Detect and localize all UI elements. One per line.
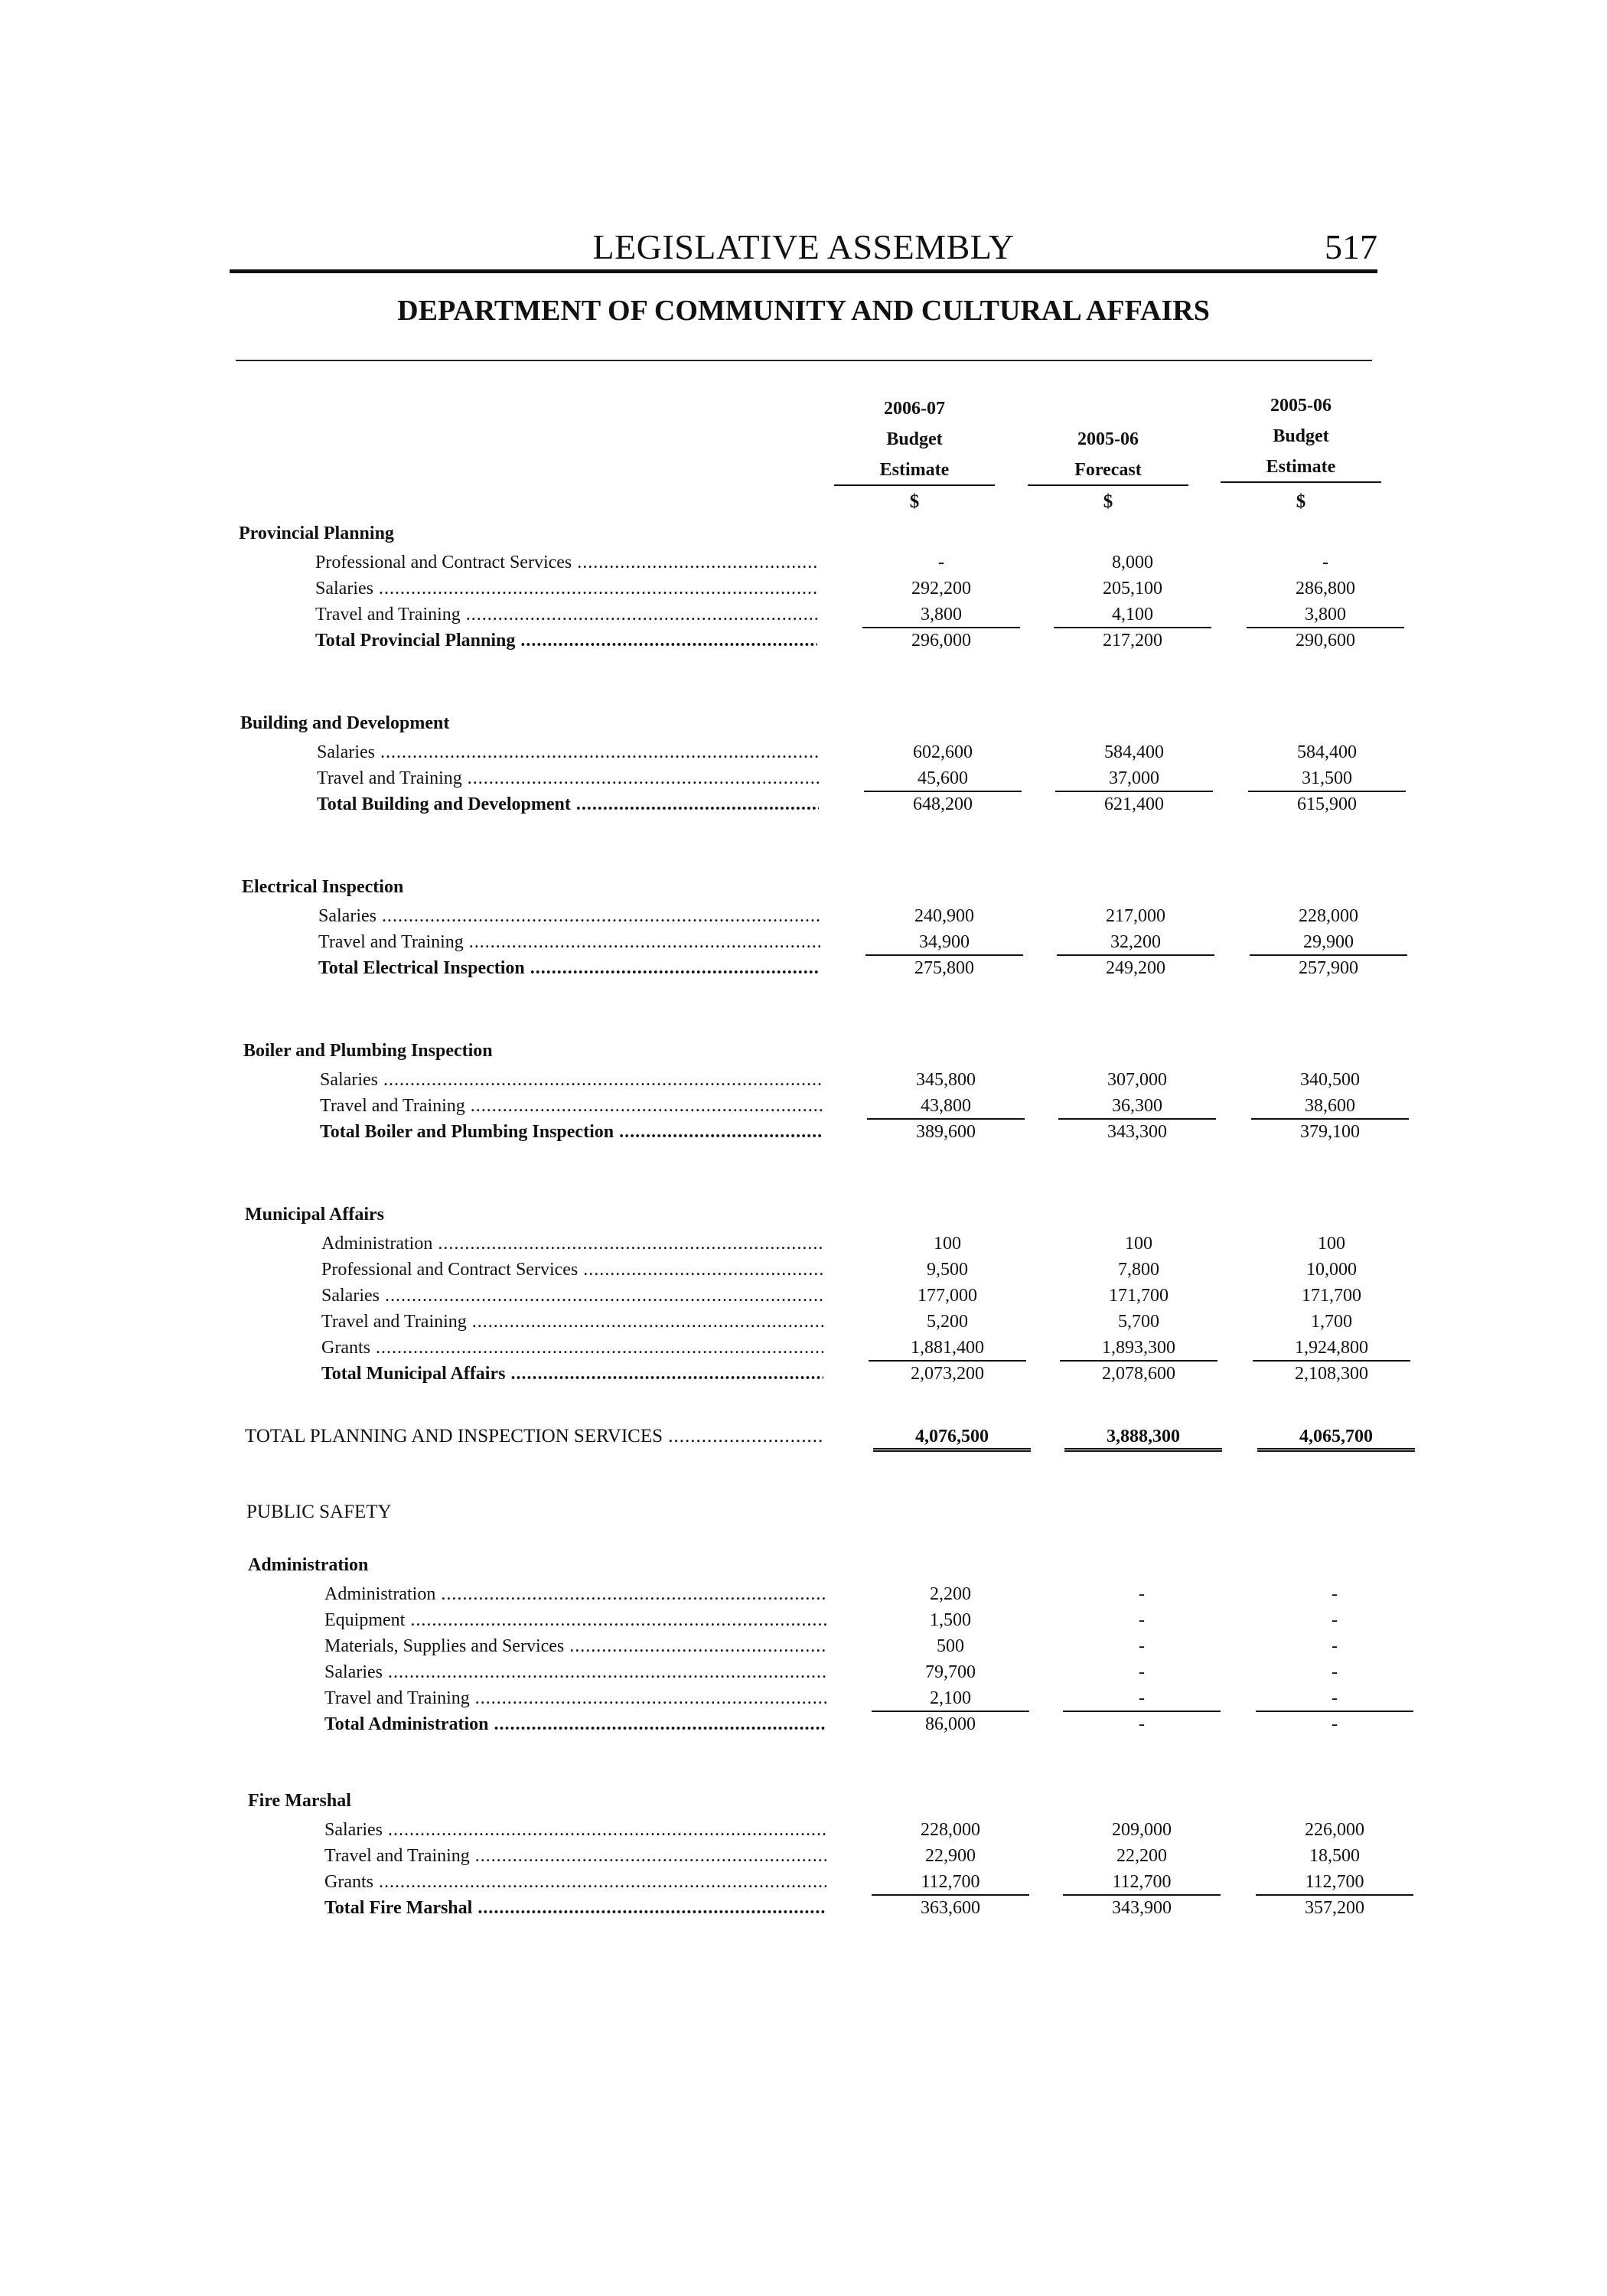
value-text: 615,900 [1297,794,1357,814]
column-header-line: Budget [1273,426,1329,446]
value-cell [1243,765,1411,792]
page-number: 517 [1325,227,1377,266]
value-text: 32,200 [1057,930,1214,956]
value-text: 4,076,500 [873,1425,1031,1452]
value-cell [1054,1361,1223,1387]
value-cell [1048,576,1217,602]
value-text: 18,500 [1309,1846,1360,1866]
value-text: 205,100 [1103,579,1162,598]
value-cell [860,955,1028,981]
value-text: 79,700 [925,1662,976,1682]
table-row [0,602,1607,628]
table-row [0,1309,1607,1335]
value-text: 36,300 [1058,1094,1216,1120]
value-text: 2,100 [872,1686,1029,1712]
value-cell [862,1067,1030,1093]
row-label: Total Boiler and Plumbing Inspection ..... [320,1119,822,1145]
value-text: - [1332,1714,1338,1734]
grand-total-value [1059,1424,1227,1452]
value-text: 1,700 [1311,1312,1352,1332]
value-text: 86,000 [925,1714,976,1734]
value-cell [866,1869,1035,1896]
value-text: 275,800 [914,958,974,978]
value-cell [1247,1231,1416,1257]
value-text: 37,000 [1055,766,1213,792]
value-text: - [1063,1686,1221,1712]
value-text: - [1332,1610,1338,1630]
column-header-line: 2005-06 [1077,429,1139,449]
value-text: 228,000 [1299,906,1358,926]
value-text: 100 [934,1234,961,1254]
value-cell [1244,955,1413,981]
value-cell [1048,602,1217,628]
value-text: 228,000 [921,1820,980,1840]
value-cell [1054,1335,1223,1362]
total-row [0,1895,1607,1921]
row-label: Administration ..... [324,1581,826,1607]
section-title: Electrical Inspection [242,877,404,897]
value-cell [1058,1633,1226,1659]
table-row [0,1817,1607,1843]
table-row [0,1231,1607,1257]
value-text: 249,200 [1106,958,1165,978]
value-cell [857,550,1025,576]
value-text: 3,888,300 [1064,1425,1222,1452]
column-header-line: Estimate [1221,452,1381,483]
value-text: 217,200 [1103,631,1162,651]
value-text: 34,900 [865,930,1023,956]
value-text: 5,700 [1118,1312,1159,1332]
row-label: Travel and Training ..... [321,1309,823,1335]
value-text: - [1139,1610,1145,1630]
table-row [0,1659,1607,1685]
table-row [0,1633,1607,1659]
value-text: 389,600 [916,1122,976,1142]
table-row [0,550,1607,576]
value-text: 22,900 [925,1846,976,1866]
column-header-forecast-2005-06 [1024,393,1192,486]
value-text: 602,600 [913,742,973,762]
value-cell [1247,1361,1416,1387]
row-label: Total Municipal Affairs ..... [321,1361,823,1387]
value-text: 292,200 [911,579,971,598]
table-row [0,1093,1607,1119]
value-text: 3,800 [1247,602,1404,628]
value-cell [1250,1817,1419,1843]
value-text: 7,800 [1118,1260,1159,1280]
row-label: Travel and Training ..... [320,1093,822,1119]
divider [236,360,1372,361]
value-cell [1051,955,1220,981]
value-cell [1050,791,1218,817]
value-text: 584,400 [1104,742,1164,762]
row-label: Total Fire Marshal ..... [324,1895,826,1921]
value-cell [1050,739,1218,765]
value-cell [866,1711,1035,1737]
value-cell [863,1361,1032,1387]
value-text: 2,200 [930,1584,971,1604]
currency-label: $ [1296,491,1306,512]
value-text: - [1139,1584,1145,1604]
value-cell [1058,1843,1226,1869]
value-text: - [1322,553,1328,572]
value-cell [1053,1093,1221,1120]
value-cell [1051,903,1220,929]
table-row [0,903,1607,929]
value-cell [1250,1659,1419,1685]
value-text: 2,078,600 [1102,1364,1175,1384]
row-label: Salaries ..... [320,1067,822,1093]
grand-total-value [1252,1424,1420,1452]
value-text: 112,700 [1063,1870,1221,1896]
value-cell [1241,628,1410,654]
section-title: Municipal Affairs [245,1205,385,1225]
value-cell [862,1119,1030,1145]
value-text: 2,108,300 [1295,1364,1368,1384]
value-cell [1250,1633,1419,1659]
row-label: Salaries ..... [324,1817,826,1843]
value-cell [859,791,1027,817]
value-cell [1050,765,1218,792]
value-cell [863,1335,1032,1362]
major-section-title: PUBLIC SAFETY [246,1502,392,1522]
value-cell [1244,903,1413,929]
value-cell [1250,1895,1419,1921]
value-cell [859,739,1027,765]
currency-label: $ [909,491,920,512]
value-cell [1250,1685,1419,1712]
row-label: Professional and Contract Services ..... [321,1257,823,1283]
column-header-line: Estimate [834,455,995,486]
value-text: 4,065,700 [1257,1425,1415,1452]
department-title: DEPARTMENT OF COMMUNITY AND CULTURAL AFFAIRS [397,295,1210,327]
total-row [0,1361,1607,1387]
row-label: Travel and Training ..... [317,765,819,791]
value-cell [1246,1067,1414,1093]
value-text: 363,600 [921,1898,980,1918]
total-row [0,1119,1607,1145]
value-text: 29,900 [1250,930,1407,956]
value-cell [1053,1119,1221,1145]
value-cell [857,602,1025,628]
value-cell [863,1231,1032,1257]
value-text: 38,600 [1251,1094,1409,1120]
value-text: 177,000 [918,1286,977,1306]
table-row [0,739,1607,765]
row-label: Salaries ..... [318,903,820,929]
value-cell [1247,1309,1416,1335]
value-text: - [1256,1686,1413,1712]
column-header-budget-2006-07 [830,393,999,486]
table-row [0,1335,1607,1361]
value-text: 3,800 [862,602,1020,628]
value-cell [1241,576,1410,602]
value-text: - [1332,1662,1338,1682]
running-title: LEGISLATIVE ASSEMBLY [592,227,1015,266]
column-header-line: 2006-07 [884,399,945,419]
column-header-budget-2005-06 [1217,390,1385,483]
value-text: 648,200 [913,794,973,814]
value-cell [866,1895,1035,1921]
value-text: 286,800 [1296,579,1355,598]
value-text: 2,073,200 [911,1364,984,1384]
value-cell [1247,1335,1416,1362]
column-header-line: 2005-06 [1270,396,1332,416]
value-text: 343,300 [1107,1122,1167,1142]
value-text: 379,100 [1300,1122,1360,1142]
value-cell [866,1633,1035,1659]
value-text: - [938,553,944,572]
section-title: Building and Development [240,713,450,733]
value-text: 217,000 [1106,906,1165,926]
value-cell [1058,1659,1226,1685]
value-cell [1048,628,1217,654]
section-title: Administration [248,1555,369,1575]
value-text: 357,200 [1305,1898,1364,1918]
value-text: 345,800 [916,1070,976,1090]
value-text: 10,000 [1306,1260,1357,1280]
value-cell [1246,1093,1414,1120]
value-cell [860,929,1028,956]
value-cell [1048,550,1217,576]
column-header-line [1024,393,1192,424]
row-label: Salaries ..... [321,1283,823,1309]
value-cell [1058,1895,1226,1921]
value-cell [863,1257,1032,1283]
value-cell [1247,1283,1416,1309]
value-cell [1054,1283,1223,1309]
row-label: Grants ..... [324,1869,826,1895]
value-cell [1054,1257,1223,1283]
row-label: Travel and Training ..... [315,602,817,628]
value-cell [860,903,1028,929]
value-text: - [1139,1714,1145,1734]
value-cell [1241,550,1410,576]
value-cell [1250,1711,1419,1737]
value-cell [1054,1309,1223,1335]
value-cell [1051,929,1220,956]
row-label: Travel and Training ..... [324,1843,826,1869]
row-label: Total Administration ..... [324,1711,826,1737]
value-text: 1,924,800 [1253,1336,1410,1362]
value-text: 1,893,300 [1060,1336,1217,1362]
value-cell [1243,739,1411,765]
value-cell [1058,1607,1226,1633]
row-label: Total Provincial Planning ..... [315,628,817,654]
value-text: 171,700 [1109,1286,1169,1306]
value-cell [866,1817,1035,1843]
row-label: Grants ..... [321,1335,823,1361]
value-cell [866,1659,1035,1685]
table-row [0,929,1607,955]
value-text: 290,600 [1296,631,1355,651]
grand-total-row [0,1424,1607,1450]
row-label: Administration ..... [321,1231,823,1257]
value-text: 112,700 [1256,1870,1413,1896]
row-label: Travel and Training ..... [324,1685,826,1711]
row-label: Salaries ..... [317,739,819,765]
table-row [0,1067,1607,1093]
value-text: - [1332,1584,1338,1604]
value-text: 307,000 [1107,1070,1167,1090]
value-text: 257,900 [1299,958,1358,978]
value-text: 296,000 [911,631,971,651]
table-row [0,1257,1607,1283]
total-row [0,791,1607,817]
column-header-line: Forecast [1028,455,1188,486]
value-cell [1058,1711,1226,1737]
value-cell [862,1093,1030,1120]
value-cell [1054,1231,1223,1257]
value-text: - [1139,1662,1145,1682]
value-text: 209,000 [1112,1820,1172,1840]
row-label: Professional and Contract Services ..... [315,550,817,576]
section-title: Fire Marshal [248,1791,351,1811]
value-text: 5,200 [927,1312,968,1332]
value-cell [1058,1685,1226,1712]
value-text: 22,200 [1116,1846,1167,1866]
value-text: 343,900 [1112,1898,1172,1918]
table-row [0,576,1607,602]
value-text: - [1332,1636,1338,1656]
value-text: 171,700 [1302,1286,1361,1306]
value-cell [859,765,1027,792]
value-text: 31,500 [1248,766,1406,792]
row-label: Materials, Supplies and Services ..... [324,1633,826,1659]
row-label: Equipment ..... [324,1607,826,1633]
grand-total-label: TOTAL PLANNING AND INSPECTION SERVICES ..... [245,1424,823,1450]
value-text: 45,600 [864,766,1022,792]
value-cell [863,1283,1032,1309]
value-text: 226,000 [1305,1820,1364,1840]
value-cell [1053,1067,1221,1093]
currency-label: $ [1103,491,1113,512]
table-row [0,1283,1607,1309]
value-text: 100 [1318,1234,1345,1254]
value-text: 240,900 [914,906,974,926]
value-cell [1058,1581,1226,1607]
value-cell [1058,1817,1226,1843]
section-title: Provincial Planning [239,523,394,543]
value-cell [1241,602,1410,628]
grand-total-value [868,1424,1036,1452]
row-label: Total Electrical Inspection ..... [318,955,820,981]
value-cell [857,628,1025,654]
total-row [0,628,1607,654]
value-text: 9,500 [927,1260,968,1280]
table-row [0,1685,1607,1711]
row-label: Total Building and Development ..... [317,791,819,817]
value-cell [866,1685,1035,1712]
value-cell [857,576,1025,602]
table-row [0,1607,1607,1633]
value-text: 43,800 [867,1094,1025,1120]
value-cell [1250,1607,1419,1633]
table-row [0,1843,1607,1869]
row-label: Salaries ..... [315,576,817,602]
row-label: Travel and Training ..... [318,929,820,955]
value-cell [1250,1843,1419,1869]
table-row [0,1869,1607,1895]
value-text: 500 [937,1636,964,1656]
value-cell [863,1309,1032,1335]
value-text: 1,500 [930,1610,971,1630]
value-text: 4,100 [1054,602,1211,628]
value-cell [1243,791,1411,817]
column-header-line: Budget [886,429,943,449]
value-text: 621,400 [1104,794,1164,814]
value-text: 112,700 [872,1870,1029,1896]
value-cell [1058,1869,1226,1896]
total-row [0,1711,1607,1737]
value-text: 1,881,400 [869,1336,1026,1362]
value-cell [1250,1869,1419,1896]
table-row [0,1581,1607,1607]
value-cell [1247,1257,1416,1283]
value-cell [1246,1119,1414,1145]
table-row [0,765,1607,791]
row-label: Salaries ..... [324,1659,826,1685]
value-cell [866,1843,1035,1869]
value-text: 584,400 [1297,742,1357,762]
value-cell [866,1581,1035,1607]
section-title: Boiler and Plumbing Inspection [243,1041,493,1061]
value-cell [1250,1581,1419,1607]
value-text: 8,000 [1112,553,1153,572]
value-text: - [1139,1636,1145,1656]
value-cell [866,1607,1035,1633]
value-text: 340,500 [1300,1070,1360,1090]
total-row [0,955,1607,981]
page-header [230,227,1377,273]
value-text: 100 [1125,1234,1152,1254]
value-cell [1244,929,1413,956]
